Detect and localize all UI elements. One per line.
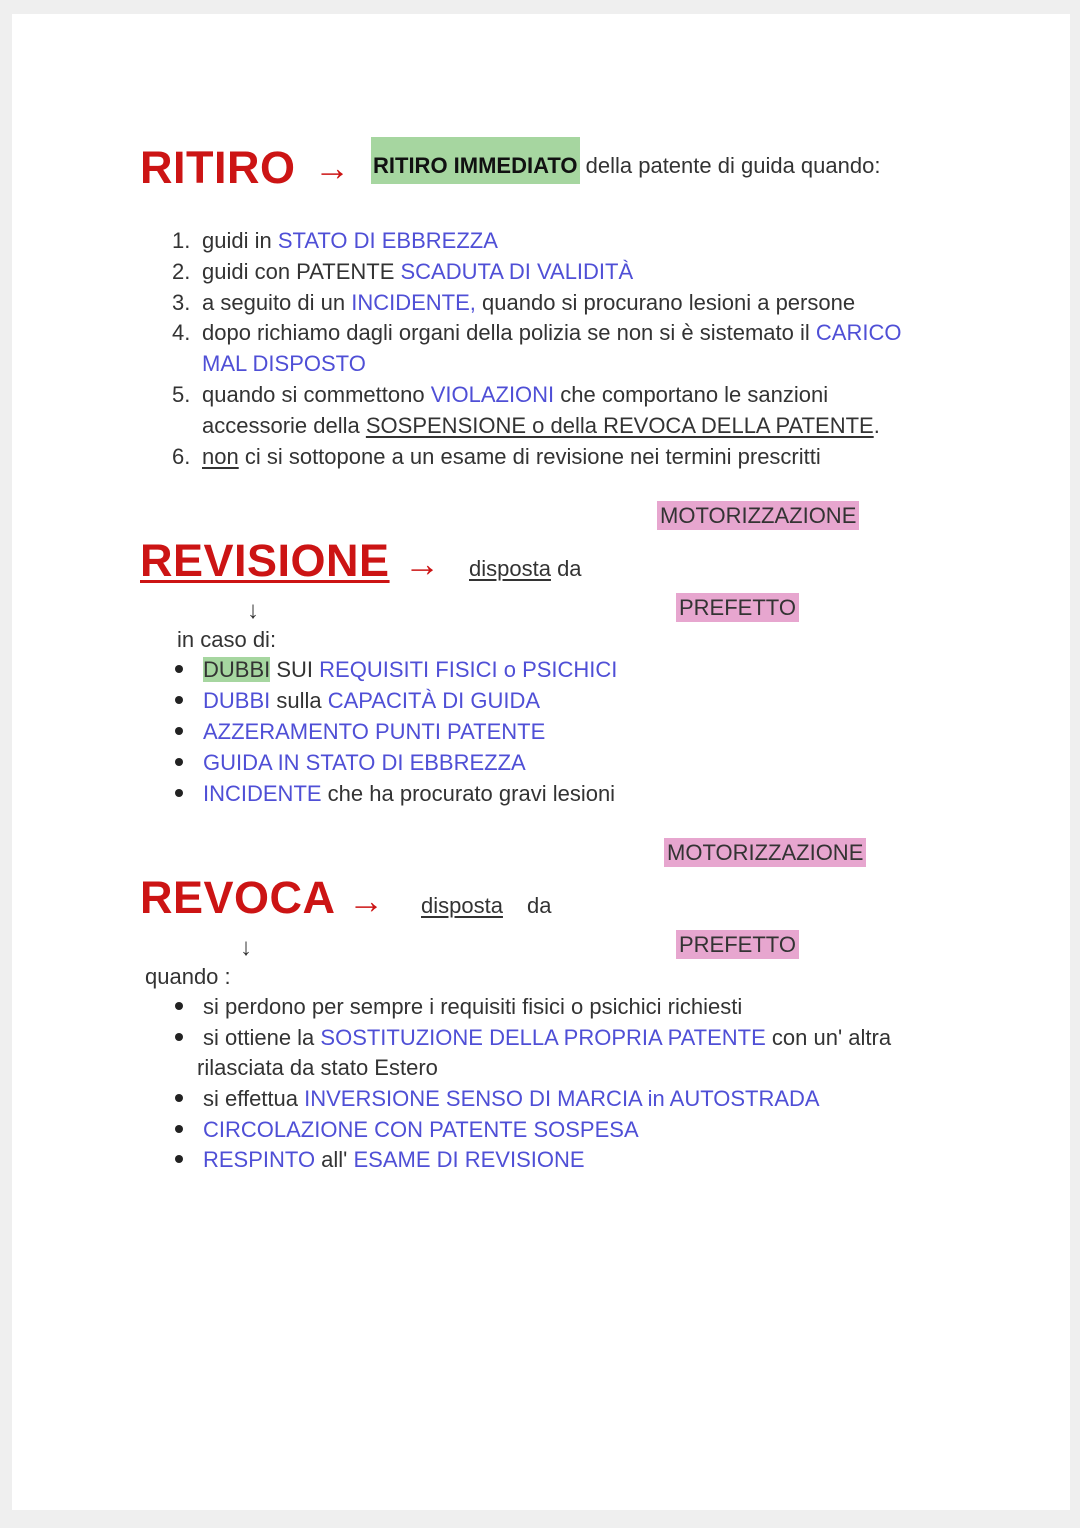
ritiro-title: RITIRO	[140, 142, 296, 193]
revisione-intro: in caso di:	[177, 627, 277, 652]
revoca-down-arrow: ↓	[240, 934, 252, 961]
ritiro-header-line	[371, 137, 880, 184]
ritiro-item-5-cont: accessorie della SOSPENSIONE o della REVOCA DELLA PATENTE.	[202, 413, 880, 438]
revisione-item-3: AZZERAMENTO PUNTI PATENTE	[175, 721, 545, 743]
revisione-title: REVISIONE	[140, 535, 390, 586]
revisione-arrow: →	[404, 543, 440, 584]
revisione-item-1: DUBBI SUI REQUISITI FISICI o PSICHICI	[175, 659, 617, 681]
ritiro-header-tail: della patente di guida quando:	[579, 153, 881, 178]
revoca-arrow: →	[348, 880, 384, 921]
revoca-da: da	[527, 893, 552, 918]
revisione-item-2: DUBBI sulla CAPACITÀ DI GUIDA	[175, 690, 540, 712]
revoca-item-4: CIRCOLAZIONE CON PATENTE SOSPESA	[175, 1119, 639, 1141]
ritiro-item-4-cont: MAL DISPOSTO	[202, 351, 366, 376]
revoca-authority-prefetto: PREFETTO	[676, 934, 799, 956]
revoca-title: REVOCA	[140, 872, 336, 923]
ritiro-arrow: →	[314, 147, 350, 188]
revoca-authority-motorizzazione: MOTORIZZAZIONE	[664, 842, 866, 864]
ritiro-item-4: 4. dopo richiamo dagli organi della polizia se non si è sistemato il CARICO	[172, 320, 902, 345]
revoca-item-5: RESPINTO all' ESAME DI REVISIONE	[175, 1149, 585, 1171]
ritiro-immediato-tag: RITIRO IMMEDIATO	[371, 137, 580, 184]
revisione-down-arrow: ↓	[247, 597, 259, 624]
document-page	[12, 14, 1070, 1510]
revisione-authority-motorizzazione: MOTORIZZAZIONE	[657, 505, 859, 527]
revoca-disposta: disposta	[421, 893, 503, 918]
revisione-item-5: INCIDENTE che ha procurato gravi lesioni	[175, 783, 615, 805]
revoca-item-3: si effettua INVERSIONE SENSO DI MARCIA in AUTOSTRADA	[175, 1088, 820, 1110]
ritiro-item-1: 1. guidi in STATO DI EBBREZZA	[172, 228, 498, 253]
revoca-item-2: si ottiene la SOSTITUZIONE DELLA PROPRIA PATENTE con un' altra	[175, 1027, 891, 1049]
ritiro-item-2: 2. guidi con PATENTE SCADUTA DI VALIDITÀ	[172, 259, 634, 284]
revisione-item-4: GUIDA IN STATO DI EBBREZZA	[175, 752, 526, 774]
revoca-item-2-cont: rilasciata da stato Estero	[197, 1055, 438, 1080]
revisione-disposta-da: disposta da	[469, 556, 582, 581]
ritiro-item-5: 5. quando si commettono VIOLAZIONI che comportano le sanzioni	[172, 382, 829, 407]
revoca-item-1: si perdono per sempre i requisiti fisici o psichici richiesti	[175, 996, 742, 1018]
revoca-intro: quando :	[145, 964, 231, 989]
ritiro-item-3: 3. a seguito di un INCIDENTE, quando si procurano lesioni a persone	[172, 290, 856, 315]
ritiro-item-6: 6. non ci si sottopone a un esame di revisione nei termini prescritti	[172, 444, 821, 469]
revisione-authority-prefetto: PREFETTO	[676, 597, 799, 619]
